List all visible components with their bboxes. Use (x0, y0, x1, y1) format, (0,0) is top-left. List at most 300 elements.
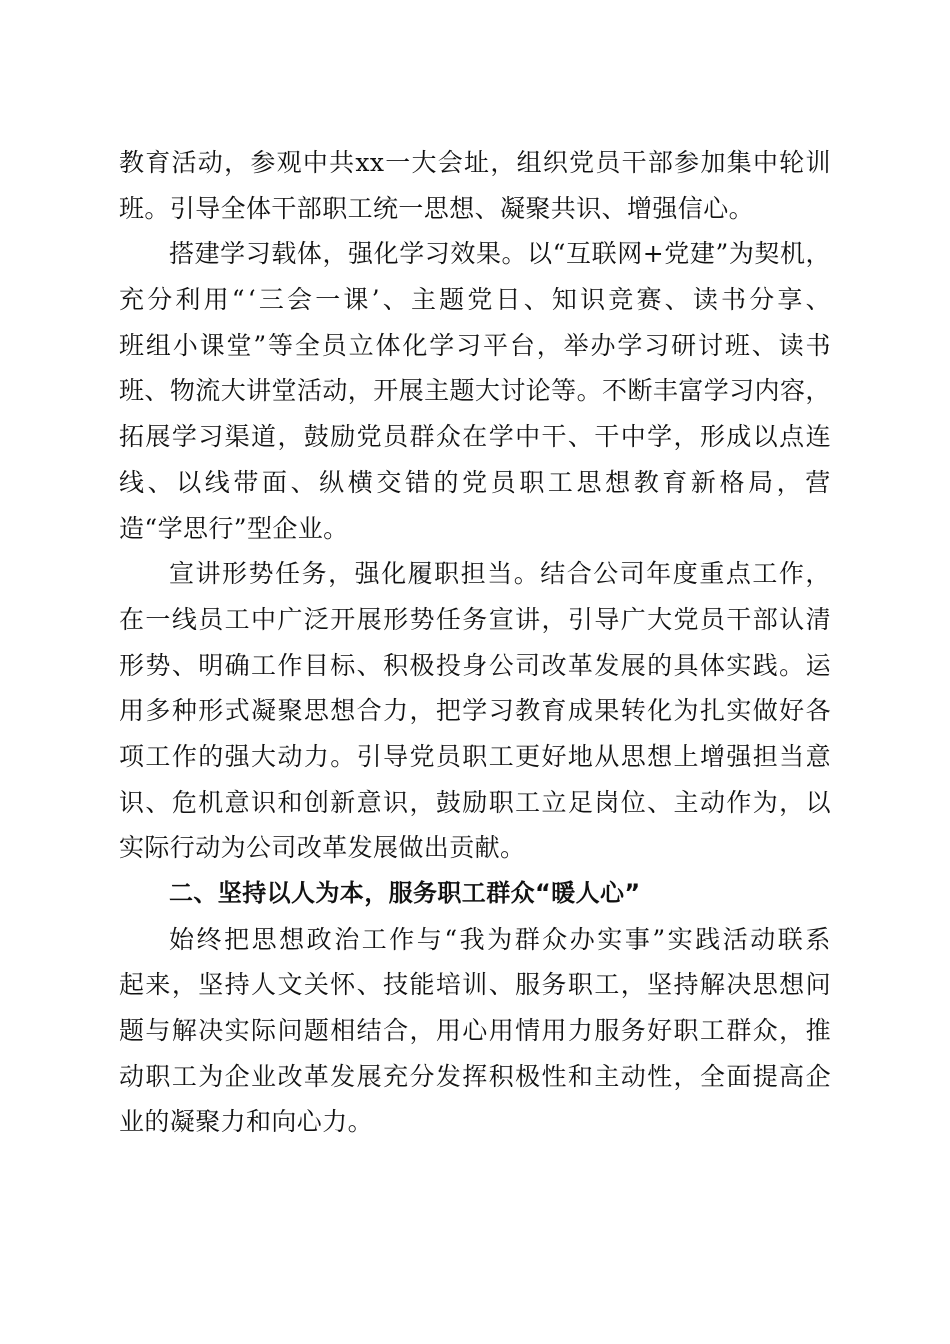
glyph: 担 (460, 559, 487, 589)
glyph: 带 (233, 467, 259, 497)
glyph: 合 (356, 696, 383, 726)
glyph: 连 (805, 422, 831, 452)
glyph: 治 (334, 924, 360, 954)
glyph: 效 (450, 239, 476, 269)
glyph: 讨 (500, 376, 526, 406)
glyph: 研 (671, 330, 697, 360)
glyph: 充 (383, 1061, 409, 1091)
glyph: 分 (409, 1061, 435, 1091)
glyph: 办 (590, 330, 616, 360)
glyph: 干 (541, 422, 567, 452)
glyph: 学 (703, 376, 730, 406)
glyph: 面 (261, 467, 288, 497)
glyph: 具 (673, 650, 699, 680)
glyph: 赛 (636, 285, 662, 315)
glyph: ” (715, 239, 729, 269)
glyph: 合 (566, 559, 593, 589)
glyph: 技 (383, 970, 409, 1000)
paragraph-line (119, 688, 831, 734)
glyph: 群 (726, 1016, 752, 1046)
glyph: 为 (487, 924, 513, 954)
glyph: 道 (251, 422, 277, 452)
glyph: 大 (411, 148, 437, 177)
glyph: 众 (542, 924, 568, 954)
glyph: 引 (567, 604, 594, 634)
glyph: 部 (752, 604, 779, 634)
glyph: 足 (567, 787, 594, 817)
glyph: 展 (145, 422, 171, 452)
glyph: 址 (464, 148, 490, 177)
glyph: 题 (449, 376, 475, 406)
glyph: 增 (699, 741, 726, 771)
glyph: 工 (515, 787, 541, 817)
glyph: 平 (483, 330, 509, 360)
glyph: 思 (576, 467, 602, 497)
glyph: 线 (171, 604, 198, 634)
glyph: ， (805, 239, 831, 269)
glyph: 等 (268, 330, 294, 360)
glyph: 展 (356, 604, 383, 634)
glyph: 意 (224, 787, 251, 817)
glyph: 力 (383, 696, 409, 726)
glyph: 聚 (277, 696, 303, 726)
glyph: 课 (199, 330, 226, 360)
glyph: 立 (541, 787, 567, 817)
glyph: 参 (250, 148, 276, 177)
glyph: 企 (805, 1061, 831, 1091)
glyph: 大 (251, 741, 277, 771)
glyph: 做 (752, 696, 779, 726)
glyph: 势 (409, 604, 435, 634)
glyph: 众 (435, 422, 462, 452)
glyph: 活 (722, 924, 749, 954)
glyph: 当 (487, 559, 513, 589)
glyph: 关 (303, 970, 330, 1000)
glyph: 班 (724, 330, 751, 360)
glyph: 党 (409, 741, 435, 771)
glyph: 人 (251, 970, 277, 1000)
glyph: 点 (725, 559, 752, 589)
glyph: 任 (435, 604, 462, 634)
glyph: 全 (294, 330, 321, 360)
glyph: 多 (145, 696, 171, 726)
glyph: 在 (119, 604, 145, 634)
glyph: 流 (195, 376, 221, 406)
glyph: 交 (376, 467, 402, 497)
glyph: ， (673, 1061, 699, 1091)
glyph: 工 (361, 924, 388, 954)
glyph: 标 (330, 650, 356, 680)
glyph: 工 (251, 650, 277, 680)
glyph: 职 (462, 741, 488, 771)
glyph: ’ (371, 285, 380, 315)
glyph: 各 (805, 696, 831, 726)
glyph: 、 (147, 467, 173, 497)
glyph: 持 (673, 970, 699, 1000)
glyph: 三 (258, 285, 285, 315)
glyph: 展 (398, 376, 425, 406)
glyph: 思 (752, 970, 779, 1000)
glyph: 联 (591, 239, 618, 269)
glyph: 我 (459, 924, 486, 954)
glyph: 形 (383, 604, 409, 634)
glyph: 学 (488, 422, 515, 452)
glyph: 搭 (169, 239, 195, 269)
glyph: 群 (514, 924, 541, 954)
glyph: 、 (647, 787, 673, 817)
glyph: 的 (647, 650, 673, 680)
glyph: ， (328, 559, 354, 589)
glyph: xx (355, 148, 385, 177)
glyph: 、 (382, 285, 409, 315)
glyph: 高 (779, 1061, 805, 1091)
glyph: 思 (251, 924, 277, 954)
glyph: 引 (356, 741, 383, 771)
glyph: 班 (119, 330, 145, 360)
glyph: 工 (752, 559, 778, 589)
glyph: 群 (409, 422, 435, 452)
glyph: 重 (699, 559, 725, 589)
glyph: 为 (752, 787, 779, 817)
glyph: 轮 (779, 148, 805, 177)
glyph: 线 (119, 467, 145, 497)
glyph: ‘ (247, 285, 257, 315)
glyph: 育 (662, 467, 688, 497)
glyph: 强 (726, 741, 752, 771)
glyph: 成 (726, 422, 752, 452)
glyph: 新 (690, 467, 717, 497)
glyph: + (642, 239, 665, 269)
glyph: 建 (194, 239, 220, 269)
glyph: 好 (779, 696, 805, 726)
glyph: 系 (805, 924, 831, 954)
glyph: ， (805, 376, 831, 406)
glyph: 改 (541, 650, 567, 680)
glyph: 问 (277, 1016, 303, 1046)
glyph: 集 (726, 148, 753, 177)
glyph: 小 (172, 330, 199, 360)
glyph: 形 (699, 422, 726, 452)
glyph: 强 (354, 559, 381, 589)
glyph: 问 (805, 970, 831, 1000)
glyph: 的 (433, 467, 459, 497)
glyph: 习 (198, 422, 224, 452)
glyph: 一 (145, 604, 171, 634)
glyph: 广 (620, 604, 647, 634)
glyph: 政 (306, 924, 333, 954)
glyph: 错 (404, 467, 431, 497)
glyph: 用 (541, 1016, 567, 1046)
glyph: 势 (145, 650, 171, 680)
glyph: ， (490, 148, 516, 177)
glyph: 岗 (594, 787, 620, 817)
glyph: 习 (245, 239, 272, 269)
glyph: ” (652, 924, 666, 954)
glyph: 危 (171, 787, 198, 817)
glyph: 育 (541, 696, 567, 726)
glyph: 极 (409, 650, 435, 680)
glyph: 力 (303, 741, 330, 771)
glyph: 论 (525, 376, 552, 406)
glyph: 提 (752, 1061, 779, 1091)
glyph: 能 (409, 970, 435, 1000)
glyph: “ (552, 239, 566, 269)
glyph: 解 (699, 970, 726, 1000)
glyph: 服 (594, 1016, 620, 1046)
glyph: ” (253, 330, 267, 360)
glyph: 丰 (652, 376, 679, 406)
glyph: 终 (196, 924, 222, 954)
glyph: 力 (567, 1016, 594, 1046)
glyph: 、 (567, 422, 594, 452)
glyph: 学 (399, 239, 425, 269)
glyph: 用 (203, 285, 229, 315)
glyph: 主 (424, 376, 450, 406)
glyph: 学 (617, 330, 643, 360)
paragraph-line (119, 734, 831, 780)
glyph: 以 (752, 422, 779, 452)
glyph: 公 (488, 650, 515, 680)
glyph: 立 (348, 330, 375, 360)
glyph: 展 (620, 650, 647, 680)
glyph: 全 (699, 1061, 726, 1091)
glyph: 化 (373, 239, 400, 269)
glyph: 。 (501, 239, 527, 269)
paragraph-line (119, 1054, 831, 1100)
glyph: 题 (303, 1016, 330, 1046)
glyph: 会 (437, 148, 464, 177)
glyph: 为 (673, 696, 699, 726)
glyph: 题 (119, 1016, 145, 1046)
glyph: 动 (119, 1061, 145, 1091)
glyph: 相 (330, 1016, 356, 1046)
glyph: 办 (569, 924, 596, 954)
glyph: 公 (593, 559, 619, 589)
glyph: 动 (277, 741, 303, 771)
glyph: 训 (462, 970, 488, 1000)
glyph: 学 (171, 422, 198, 452)
glyph: 、 (356, 650, 383, 680)
glyph: 思 (303, 696, 330, 726)
glyph: 干 (621, 148, 648, 177)
glyph: 化 (647, 696, 673, 726)
glyph: 讲 (246, 376, 272, 406)
glyph: 体 (375, 330, 401, 360)
glyph: 践 (695, 924, 721, 954)
glyph: 强 (348, 239, 374, 269)
glyph: 网 (617, 239, 643, 269)
glyph: 利 (175, 285, 201, 315)
glyph: 扎 (699, 696, 726, 726)
glyph: 讨 (698, 330, 724, 360)
glyph: 导 (594, 604, 620, 634)
glyph: ， (277, 422, 303, 452)
glyph: 果 (594, 696, 620, 726)
glyph: 化 (402, 330, 428, 360)
paragraph-line (119, 597, 831, 643)
glyph: 来 (145, 970, 171, 1000)
glyph: 互 (566, 239, 592, 269)
glyph: 务 (620, 1016, 647, 1046)
glyph: 种 (171, 696, 198, 726)
glyph: 积 (488, 1061, 515, 1091)
glyph: 。 (330, 741, 356, 771)
glyph: 励 (462, 787, 488, 817)
glyph: 。 (576, 376, 602, 406)
glyph: 式 (224, 696, 251, 726)
glyph: 习 (644, 330, 670, 360)
glyph: 化 (381, 559, 407, 589)
glyph: 党 (462, 467, 488, 497)
glyph: 投 (435, 650, 462, 680)
glyph: 职 (488, 787, 515, 817)
paragraph-line (119, 643, 831, 689)
glyph: 新 (330, 787, 356, 817)
glyph: 作 (726, 787, 752, 817)
section-heading: 二、坚持以人为本，服务职工群众“暖人心” (169, 879, 641, 907)
glyph: 想 (647, 741, 673, 771)
glyph: 讲 (515, 604, 541, 634)
glyph: 员 (383, 422, 409, 452)
glyph: 职 (673, 1016, 699, 1046)
glyph: 凝 (251, 696, 277, 726)
glyph: 主 (673, 787, 699, 817)
glyph: 改 (277, 1061, 303, 1091)
glyph: 党 (467, 285, 493, 315)
glyph: 心 (462, 1016, 488, 1046)
glyph: 工 (547, 467, 574, 497)
glyph: ， (779, 787, 805, 817)
glyph: 中 (302, 148, 329, 177)
glyph: 识 (119, 787, 145, 817)
glyph: 鼓 (435, 787, 462, 817)
paragraph-line: 班。引导全体干部职工统一思想、凝聚共识、增强信心。 (119, 193, 755, 223)
glyph: 干 (726, 604, 752, 634)
glyph: 员 (435, 741, 462, 771)
glyph: 结 (356, 1016, 383, 1046)
glyph: 作 (778, 559, 805, 589)
glyph: 动 (322, 376, 348, 406)
glyph: 、 (488, 970, 515, 1000)
glyph: 身 (462, 650, 488, 680)
glyph: 。 (779, 650, 805, 680)
glyph: 学 (429, 330, 455, 360)
glyph: 当 (779, 741, 805, 771)
glyph: 讲 (195, 559, 221, 589)
glyph: 事 (624, 924, 651, 954)
glyph: 工 (488, 741, 515, 771)
glyph: 际 (251, 1016, 277, 1046)
glyph: 众 (752, 1016, 779, 1046)
glyph: 动 (699, 787, 726, 817)
glyph: 确 (224, 650, 251, 680)
glyph: 中 (752, 148, 779, 177)
glyph: 广 (277, 604, 303, 634)
glyph: 结 (540, 559, 566, 589)
glyph: 用 (488, 1016, 515, 1046)
glyph: 学 (462, 696, 488, 726)
glyph: 位 (620, 787, 647, 817)
glyph: 习 (456, 330, 482, 360)
glyph: 动 (197, 148, 224, 177)
glyph: 职 (519, 467, 545, 497)
glyph: 务 (301, 559, 327, 589)
paragraph-line (119, 231, 831, 277)
glyph: 纵 (319, 467, 345, 497)
glyph: 实 (726, 650, 752, 680)
glyph: 识 (251, 787, 277, 817)
glyph: 书 (721, 285, 747, 315)
glyph: ， (536, 330, 563, 360)
glyph: 怀 (330, 970, 356, 1000)
glyph: 中 (620, 422, 647, 452)
glyph: 坚 (198, 970, 224, 1000)
glyph: 目 (303, 650, 330, 680)
glyph: 项 (119, 741, 145, 771)
glyph: 运 (805, 650, 831, 680)
glyph: 性 (541, 1061, 567, 1091)
paragraph-line (119, 140, 831, 186)
glyph: 业 (251, 1061, 277, 1091)
glyph: 工 (171, 1061, 198, 1091)
glyph: 党 (664, 239, 690, 269)
glyph: 决 (198, 1016, 224, 1046)
glyph: ， (409, 696, 435, 726)
glyph: 展 (356, 1061, 383, 1091)
paragraph-line: 造“学思行”型企业。 (119, 513, 349, 543)
glyph: 线 (204, 467, 231, 497)
glyph: 把 (224, 924, 250, 954)
glyph: 员 (321, 330, 348, 360)
paragraph-line (119, 1008, 831, 1054)
glyph: 的 (198, 741, 224, 771)
glyph: 发 (594, 650, 620, 680)
glyph: ， (409, 787, 435, 817)
glyph: 实 (726, 696, 752, 726)
glyph: 和 (567, 1061, 594, 1091)
glyph: 横 (347, 467, 374, 497)
glyph: 励 (330, 422, 356, 452)
glyph: 题 (439, 285, 465, 315)
glyph: 意 (356, 787, 383, 817)
glyph: 地 (567, 741, 594, 771)
glyph: 、 (523, 285, 550, 315)
glyph: 上 (673, 741, 699, 771)
glyph: 实 (597, 924, 623, 954)
glyph: 习 (729, 376, 755, 406)
glyph: 为 (728, 239, 755, 269)
glyph: “ (231, 285, 245, 315)
glyph: 好 (647, 1016, 673, 1046)
glyph: 识 (580, 285, 606, 315)
glyph: ， (805, 559, 831, 589)
glyph: 主 (594, 1061, 620, 1091)
paragraph-line (119, 368, 831, 414)
glyph: 。 (513, 559, 540, 589)
glyph: 加 (700, 148, 726, 177)
paragraph-line (119, 277, 831, 323)
glyph: 鼓 (303, 422, 330, 452)
glyph: 从 (594, 741, 620, 771)
glyph: 作 (277, 650, 303, 680)
paragraph-line (119, 460, 831, 506)
glyph: 体 (699, 650, 726, 680)
glyph: 担 (752, 741, 779, 771)
glyph: 书 (805, 330, 831, 360)
glyph: 思 (620, 741, 647, 771)
glyph: ， (541, 604, 567, 634)
glyph: “ (444, 924, 458, 954)
